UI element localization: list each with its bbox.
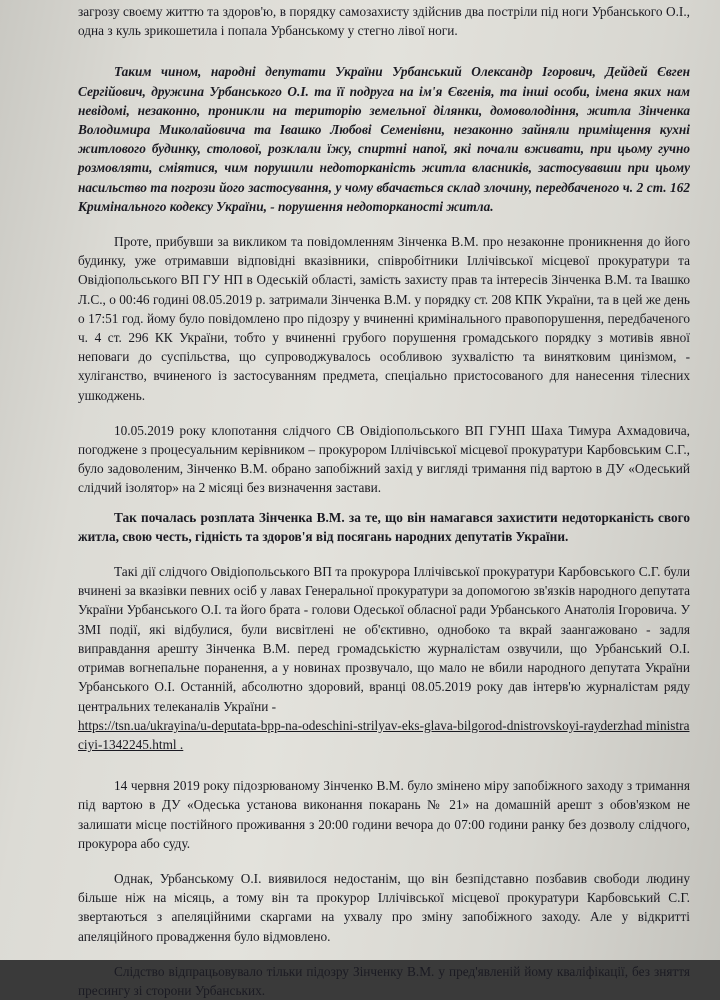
- paragraph-detention: Проте, прибувши за викликом та повідомленням Зінченка В.М. про незаконне проникнення до його будинку, уже отримавши відповідні вказівники, співробітники Іллічівської місцевої прокуратури та Овідіопольського ВП ГУ НП в Одеській області, замість захисту прав та інтересів Зінченка В.М. та Івашко Л.С., о 00:46 годині 08.05.2019 р. затримали Зінченка В.М. у порядку ст. 208 КПК України, та в цей же день о 17:51 год. йому було повідомлено про підозру у вчиненні кримінального правопорушення, передбаченого ч. 4 ст. 296 КК України, тобто у вчиненні грубого порушення громадського порядку з мотивів явної неповаги до суспільства, що супроводжувалось особливою зухвалістю та винятковим цинізмом, - хуліганство, вчиненого із застосуванням предмета, спеціально пристосованого для нанесення тілесних ушкоджень.: [78, 234, 690, 403]
- paragraph-media-coverage: Такі дії слідчого Овідіопольського ВП та прокурора Іллічівської прокуратури Карбовського С.Г. були вчинені за вказівки певних осіб у лавах Генеральної прокуратури за допомогою зв'язків народного депутата України Урбанського О.І. та його брата - голови Одеської обласної ради Урбанського Анатолія Ігоровича. У ЗМІ події, які відбулися, були висвітлені не об'єктивно, однобоко та вкрай заангажовано - задля виправдання арешту Зінченка В.М. перед громадськістю журналістам озвучили, що Урбанський О.І. отримав вогнепальне поранення, а у новинах прозвучало, що мало не вбили народного депутата України Урбанського О.І. Останній, абсолютно здоровий, вранці 08.05.2019 року дав інтерв'ю журналістам ряду центральних телеканалів України -: [78, 564, 690, 714]
- paragraph-self-defense-shots: загрозу своєму життю та здоров'ю, в порядку самозахисту здійснив два постріли під ноги Урбанського О.І., одна з куль зрикошетила і попала Урбанському у стегно лівої ноги.: [78, 4, 690, 39]
- news-article-link[interactable]: https://tsn.ua/ukrayina/u-deputata-bpp-na-odeschini-strilyav-eks-glava-bilgorod-dnistrovskoyi-rayderzhad ministraciyi-1342245.html .: [78, 717, 690, 752]
- paragraph-investigation: Слідство відпрацьовувало тільки підозру Зінченку В.М. у пред'явленій йому кваліфікації, без зняття пресингу зі сторони Урбанських.: [78, 963, 690, 998]
- paragraph-appeal: Однак, Урбанському О.І. виявилося недостанім, що він безпідставно позбавив свободи людину більше ніж на місяць, а тому він та прокурор Іллічівської місцевої прокуратури Карбовський С.Г. звертаються з апеляційними скаргами на ухвалу про зміну запобіжного заходу. Але у відкритті апеляційного провадження було відмовлено.: [78, 870, 690, 944]
- paragraph-preventive-measure: 10.05.2019 року клопотання слідчого СВ Овідіопольського ВП ГУНП Шаха Тимура Ахмадовича, погоджене з процесуальним керівником – прокурором Іллічівської місцевої прокуратури Карбовським С.Г., було задоволеним, Зінченко В.М. обрано запобіжний захід у вигляді тримання під вартою в ДУ «Одеський слідчий ізолятор» на 2 місяці без визначення застави.: [78, 422, 690, 496]
- paragraph-conclusion-trespass: Таким чином, народні депутати України Урбанський Олександр Ігорович, Дейдей Євген Сергійович, дружина Урбанського О.І. та її подруга на ім'я Євгенія, та інші особи, імена яких нам невідомі, незаконно, проникли на територію земельної ділянки, домоволодіння, житла Зінченка Володимира Миколайовича та Івашко Любові Семенівни, незаконно зайняли приміщення кухні житлового будинку, столової, розклали їжу, спиртні напої, які почали вживати, при цьому гучно розмовляти, сміятися, чим порушили недоторканість житла власників, застосувавши при цьому насильство та погрози його застосування, у чому вбачається склад злочину, передбаченого ч. 2 ст. 162 Кримінального кодексу України, - порушення недоторканості житла.: [78, 64, 690, 214]
- paragraph-house-arrest: 14 червня 2019 року підозрюваному Зінченко В.М. було змінено міру запобіжного заходу з тримання під вартою в ДУ «Одеська установа виконання покарань № 21» на домашній арешт з обов'язком не залишати місце постійного проживання з 20:00 години вечора до 07:00 години ранку без дозволу слідчого, прокурора або суду.: [78, 778, 690, 851]
- document-text-body: [78, 2, 690, 1000]
- paragraph-retribution: Так почалась розплата Зінченка В.М. за те, що він намагався захистити недоторканість свого житла, свою честь, гідність та здоров'я від посягань народних депутатів України.: [78, 509, 690, 544]
